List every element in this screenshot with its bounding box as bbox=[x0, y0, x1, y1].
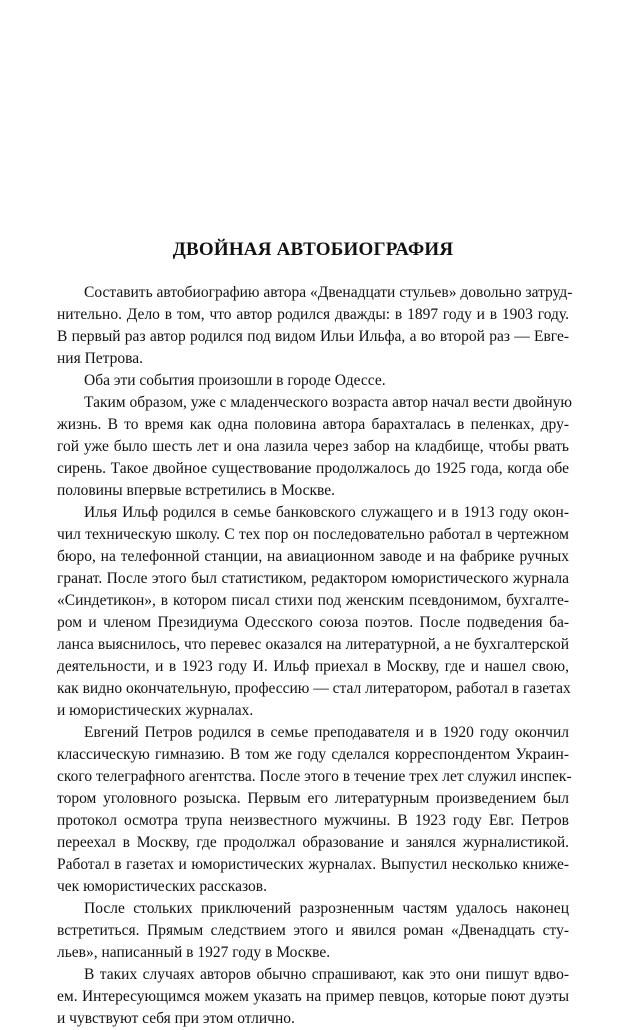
text-line: как видно окончательную, профессию — стал литератором, работал в газетах bbox=[57, 680, 571, 697]
text-line: деятельности, и в 1923 году И. Ильф приехал в Москву, где и нашел свою, bbox=[57, 658, 569, 675]
text-line: и юмористических журналах. bbox=[57, 702, 254, 719]
text-line: ского телеграфного агентства. После этого в течение трех лет служил инспек- bbox=[57, 768, 572, 785]
text-line: и чувствуют себя при этом отлично. bbox=[57, 1010, 295, 1027]
text-line: гой уже было шесть лет и она лазила через забор на кладбище, чтобы рвать bbox=[57, 438, 569, 455]
document-page bbox=[57, 238, 573, 1030]
paragraph bbox=[57, 370, 569, 392]
text-line: переехал в Москву, где продолжал образование и занялся журналистикой. bbox=[57, 834, 569, 851]
text-line: ния Петрова. bbox=[57, 350, 143, 367]
paragraph bbox=[57, 392, 572, 502]
text-line: Оба эти события произошли в городе Одессе. bbox=[84, 372, 386, 389]
paragraph bbox=[57, 282, 573, 370]
text-line: встретиться. Прямым следствием этого и явился роман «Двенадцать сту- bbox=[57, 922, 569, 939]
text-line: В таких случаях авторов обычно спрашивают, как это они пишут вдво- bbox=[84, 966, 569, 983]
text-line: «Синдетикон», в котором писал стихи под женским псевдонимом, бухгалте- bbox=[57, 592, 569, 609]
text-line: ланса выяснилось, что перевес оказался на литературной, а не бухгалтерской bbox=[57, 636, 569, 653]
paragraph bbox=[57, 722, 572, 898]
text-line: В первый раз автор родился под видом Ильи Ильфа, а во второй раз — Евге- bbox=[57, 328, 569, 345]
page-title: ДВОЙНАЯ АВТОБИОГРАФИЯ bbox=[172, 239, 454, 260]
text-line: протокол осмотра трупа неизвестного мужчины. В 1923 году Евг. Петров bbox=[57, 812, 569, 829]
text-line: Составить автобиографию автора «Двенадцати стульев» довольно затруд- bbox=[84, 284, 573, 301]
text-line: Евгений Петров родился в семье преподавателя и в 1920 году окончил bbox=[84, 724, 569, 741]
text-line: Таким образом, уже с младенческого возраста автор начал вести двойную bbox=[84, 394, 572, 411]
text-line: бюро, на телефонной станции, на авиационном заводе и на фабрике ручных bbox=[57, 548, 569, 565]
body-text bbox=[57, 282, 573, 1030]
text-line: тором уголовного розыска. Первым его литературным произведением был bbox=[57, 790, 569, 807]
text-line: ем. Интересующимся можем указать на пример певцов, которые поют дуэты bbox=[57, 988, 569, 1005]
text-line: После стольких приключений разрозненным частям удалось наконец bbox=[84, 900, 569, 917]
text-line: гранат. После этого был статистиком, редактором юмористического журнала bbox=[57, 570, 569, 587]
text-line: классическую гимназию. В том же году сделался корреспондентом Украин- bbox=[57, 746, 569, 763]
text-line: ром и членом Президиума Одесского союза поэтов. После подведения ба- bbox=[57, 614, 569, 631]
text-line: половины впервые встретились в Москве. bbox=[57, 482, 335, 499]
text-line: Илья Ильф родился в семье банковского служащего и в 1913 году окон- bbox=[84, 504, 569, 521]
text-line: нительно. Дело в том, что автор родился дважды: в 1897 году и в 1903 году. bbox=[57, 306, 569, 323]
text-line: жизнь. В то время как одна половина автора барахталась в пеленках, дру- bbox=[57, 416, 569, 433]
text-line: чек юмористических рассказов. bbox=[57, 878, 267, 895]
text-line: чил техническую школу. С тех пор он последовательно работал в чертежном bbox=[57, 526, 569, 543]
paragraph bbox=[57, 964, 569, 1030]
paragraph bbox=[57, 898, 569, 964]
text-line: сирень. Такое двойное существование продолжалось до 1925 года, когда обе bbox=[57, 460, 569, 477]
text-line: Работал в газетах и юмористических журналах. Выпустил несколько книже- bbox=[57, 856, 569, 873]
text-line: льев», написанный в 1927 году в Москве. bbox=[57, 944, 331, 961]
paragraph bbox=[57, 502, 569, 722]
